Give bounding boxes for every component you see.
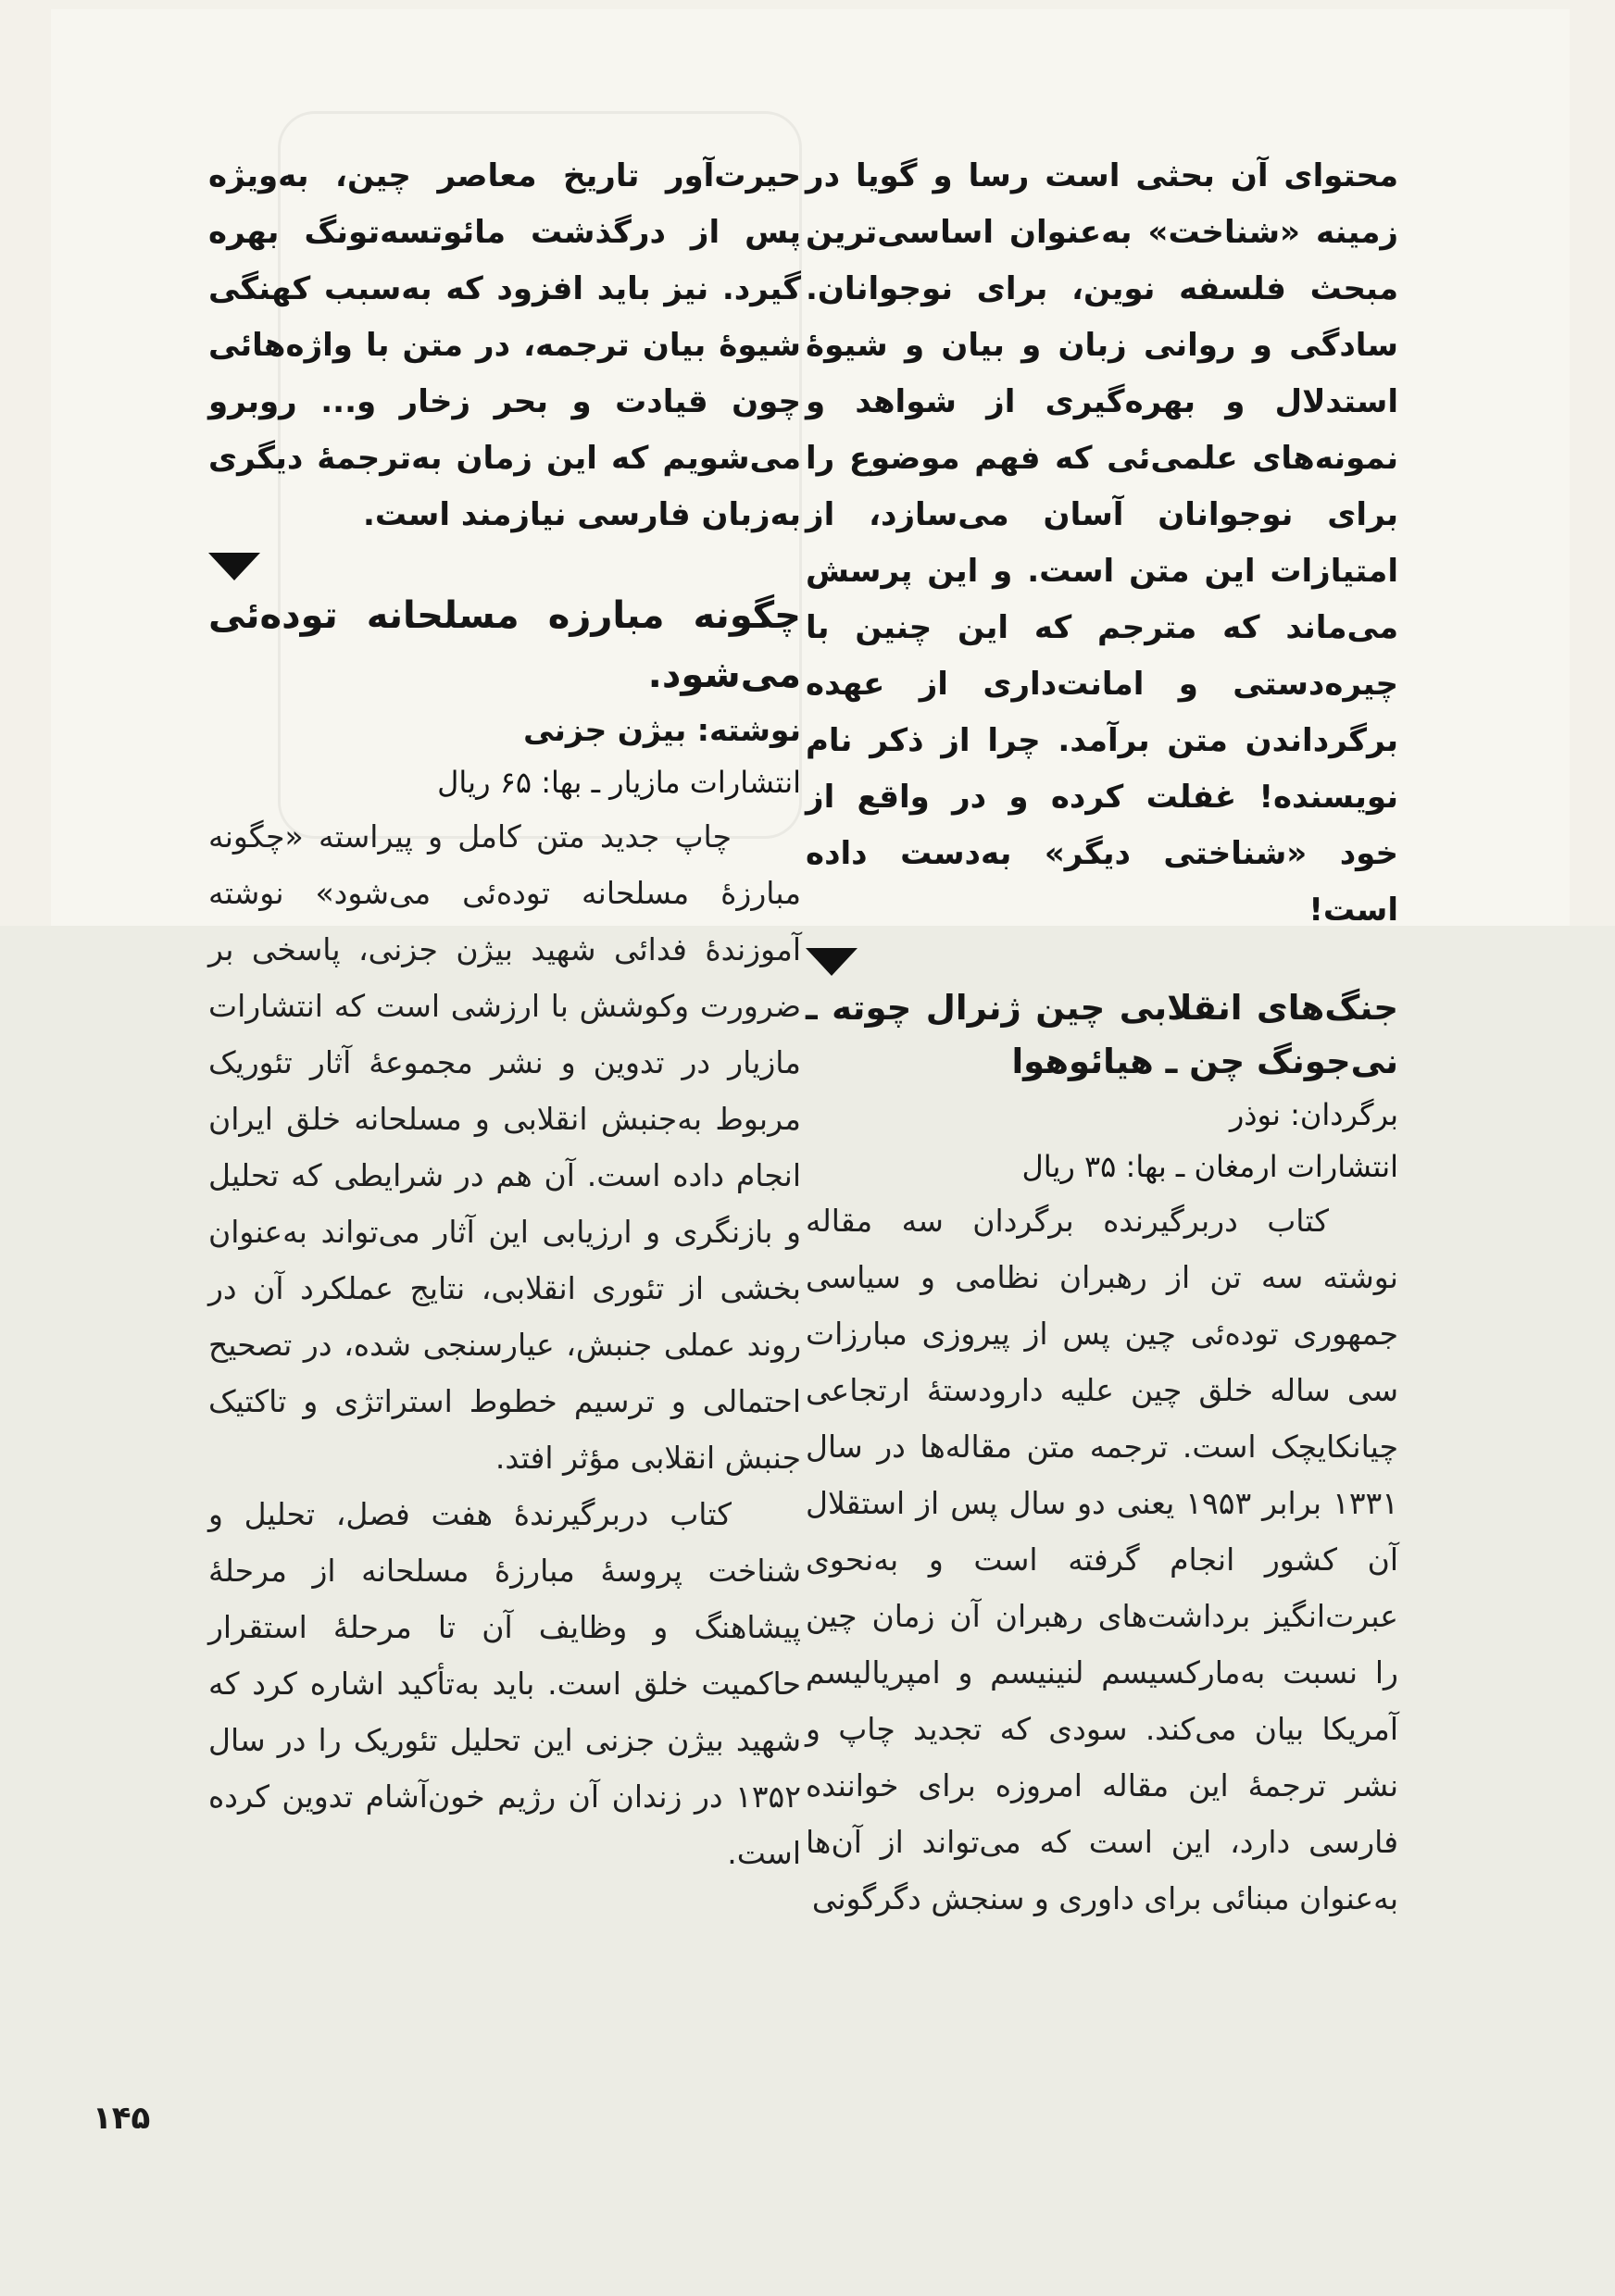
book-translator: برگردان: نوذر xyxy=(1229,1097,1398,1132)
book-publisher-price: انتشارات ارمغان ـ بها: ۳۵ ریال xyxy=(1021,1149,1398,1184)
continued-paragraph: حیرت‌آور تاریخ معاصر چین، به‌ویژه پس از درگذشت مائوتسه‌تونگ بهره گیرد. نیز باید افزود که به‌سبب کهنگی شیوهٔ بیان ترجمه، در متن با واژه‌هائی چون قیادت و بحر زخار و... روبرو می‌شویم که این زمان به‌ترجمهٔ دیگری به‌زبان فارسی نیازمند است. xyxy=(208,157,801,533)
page-number: ۱۴۵ xyxy=(93,2100,151,2137)
book-publisher-price: انتشارات مازیار ـ بها: ۶۵ ریال xyxy=(437,765,801,800)
section-divider xyxy=(208,543,801,586)
triangle-marker-icon xyxy=(208,553,260,580)
triangle-marker-icon xyxy=(806,948,858,976)
intro-paragraph: محتوای آن بحثی است رسا و گویا در زمینه «شناخت» به‌عنوان اساسی‌ترین مبحث فلسفه نوین، برای نوجوانان. سادگی و روانی زبان و بیان و شیوهٔ استدلال و بهره‌گیری از شواهد و نمونه‌های علمی‌ئی که فهم موضوع را برای نوجوانان آسان می‌سازد، از امتیازات این متن است. و این پرسش می‌ماند که مترجم که این چنین با چیره‌دستی و امانت‌داری از عهده برگرداندن متن برآمد. چرا از ذکر نام نویسنده! غفلت کرده و در واقع از خود «شناختی دیگر» به‌دست داده است! xyxy=(806,157,1398,929)
section-divider xyxy=(806,939,1398,981)
book-description-2: کتاب دربرگیرندهٔ هفت فصل، تحلیل و شناخت پروسهٔ مبارزهٔ مسلحانه از مرحلهٔ پیشاهنگ و وظایف آن تا مرحلهٔ استقرار حاکمیت خلق است. باید به‌تأکید اشاره کرد که شهید بیژن جزنی این تحلیل تئوریک را در سال ۱۳۵۲ در زندان آن رژیم خون‌آشام تدوین کرده است. xyxy=(208,1496,801,1871)
book-title: جنگ‌های انقلابی چین ژنرال چوته ـ نی‌جونگ چن ـ هیائوهوا xyxy=(806,988,1398,1081)
book-description: کتاب دربرگیرنده برگردان سه مقاله نوشته سه تن از رهبران نظامی و سیاسی جمهوری توده‌ئی چین پس از پیروزی مبارزات سی ساله خلق چین علیه دارودستهٔ ارتجاعی چیانکایچک است. ترجمه متن مقاله‌ها در سال ۱۳۳۱ برابر ۱۹۵۳ یعنی دو سال پس از استقلال آن کشور انجام گرفته است و به‌نحوی عبرت‌انگیز برداشت‌های رهبران آن زمان چین را نسبت به‌مارکسیسم لنینیسم و امپریالیسم آمریکا بیان می‌کند. سودی که تجدید چاپ و نشر ترجمهٔ این مقاله امروزه برای خواننده فارسی دارد، این است که می‌تواند از آن‌ها به‌عنوان مبنائی برای داوری و سنجش دگرگونی xyxy=(806,1203,1398,1916)
left-column xyxy=(208,148,801,1881)
book-title: چگونه مبارزه مسلحانه توده‌ئی می‌شود. xyxy=(208,594,801,696)
right-column xyxy=(806,148,1398,1927)
book-description-1: چاپ جدید متن کامل و پیراسته «چگونه مبارزهٔ مسلحانه توده‌ئی می‌شود» نوشته آموزندهٔ فدائی شهید بیژن جزنی، پاسخی بر ضرورت وکوشش با ارزشی است که انتشارات مازیار در تدوین و نشر مجموعهٔ آثار تئوریک مربوط به‌جنبش انقلابی و مسلحانه خلق ایران انجام داده است. آن هم در شرایطی که تحلیل و بازنگری و ارزیابی این آثار می‌تواند به‌عنوان بخشی از تئوری انقلابی، نتایج عملکرد آن در روند عملی جنبش، عیارسنجی شده، در تصحیح احتمالی و ترسیم خطوط استراتژی و تاکتیک جنبش انقلابی مؤثر افتد. xyxy=(208,818,801,1476)
book-author: نوشته: بیژن جزنی xyxy=(523,712,801,748)
